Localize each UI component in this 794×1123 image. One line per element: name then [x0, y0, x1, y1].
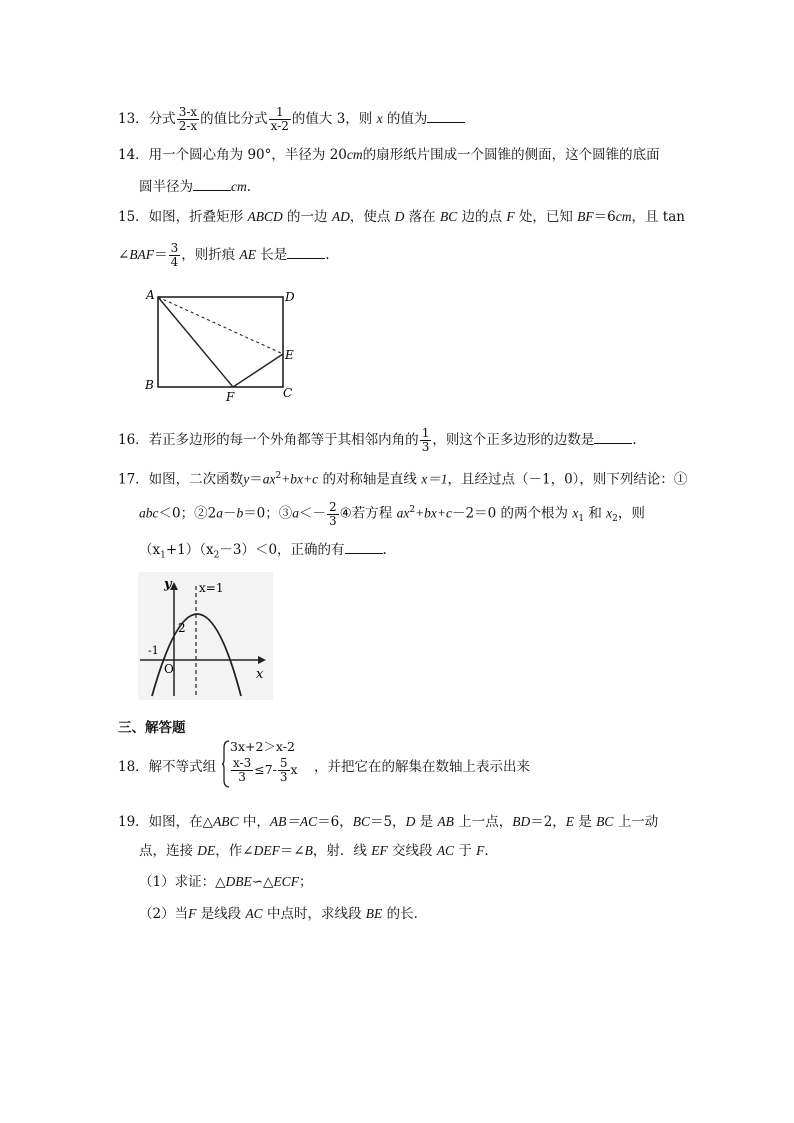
segment-fe — [233, 354, 283, 387]
denominator: 3 — [421, 440, 430, 454]
subscript-2: 2 — [213, 550, 220, 561]
system-brace-icon — [222, 740, 230, 788]
text: ，则折痕 — [181, 247, 236, 263]
label: F — [506, 209, 515, 224]
label: BE — [365, 906, 383, 921]
text: （x — [139, 542, 161, 558]
text: 落在 — [408, 209, 436, 225]
text: 是 — [419, 814, 434, 830]
unit: cm — [346, 147, 363, 162]
question-14-line1 — [118, 145, 660, 165]
text: ，使点 — [349, 209, 391, 225]
text: （1）求证：△ — [139, 874, 226, 890]
label: BD — [512, 814, 531, 829]
expression: +bx+c — [415, 505, 453, 521]
numerator: 1 — [421, 426, 430, 440]
variable: x — [376, 111, 383, 126]
label: BAF — [129, 247, 155, 262]
text: 16．若正多边形的每一个外角都等于其相邻内角的 — [118, 432, 419, 448]
question-16 — [118, 427, 637, 454]
y-intercept-label: 2 — [178, 621, 186, 635]
denominator: 3 — [238, 770, 246, 784]
variable: b — [236, 505, 244, 521]
variable: y — [243, 471, 250, 487]
variable: x — [606, 505, 613, 521]
text: 的值为 — [386, 111, 428, 127]
label: DBE — [225, 874, 252, 889]
inequality-2 — [230, 757, 298, 784]
text: （2）当 — [139, 906, 189, 922]
point-d-label: D — [285, 290, 295, 304]
text: ＝6， — [317, 814, 353, 830]
point-e-label: E — [285, 348, 294, 362]
fold-crease-ae — [158, 297, 283, 354]
question-18-tail — [314, 757, 530, 777]
fraction — [420, 427, 432, 454]
question-17-line1 — [118, 466, 687, 490]
numerator: 5 — [279, 756, 288, 770]
label: ABC — [213, 814, 239, 829]
label: F — [476, 843, 485, 858]
text: 的长． — [386, 906, 428, 922]
text: ＜0；②2 — [158, 505, 217, 522]
text: ，则 — [617, 505, 645, 522]
label: DE — [197, 843, 216, 858]
figure-15-rectangle — [140, 285, 310, 405]
numerator: 1 — [269, 106, 291, 120]
text: . — [632, 432, 637, 448]
text: 上一动 — [617, 814, 659, 830]
root-label: -1 — [148, 644, 159, 657]
x-axis-label: x — [256, 667, 264, 682]
label: AB＝AC — [269, 814, 318, 829]
point-a-label: A — [146, 288, 155, 302]
text: ，并把它在的解集在数轴上表示出来 — [314, 759, 530, 775]
answer-blank[interactable] — [427, 108, 465, 123]
subscript-1: 1 — [578, 514, 585, 525]
rectangle-abcd — [158, 297, 283, 387]
label: ABCD — [247, 209, 283, 224]
text: 处，已知 — [518, 209, 573, 225]
fraction — [231, 757, 253, 784]
question-18-lead — [118, 757, 216, 777]
text: ，作∠ — [215, 843, 254, 859]
section-heading: 三、解答题 — [118, 720, 186, 736]
text: 是线段 — [200, 906, 242, 922]
label: ECF — [273, 874, 299, 889]
question-19-part1 — [139, 872, 312, 892]
numerator: 2 — [329, 499, 337, 514]
question-19-part2 — [139, 904, 427, 924]
text: ＝0；③ — [243, 505, 293, 522]
text: x — [290, 762, 298, 777]
expression: x＝1 — [421, 471, 448, 487]
unit: cm — [615, 209, 632, 224]
symmetry-line-label: x=1 — [199, 581, 224, 595]
denominator: 3 — [329, 513, 337, 528]
text: 17．如图，二次函数 — [118, 471, 244, 488]
fraction — [269, 106, 291, 133]
text: ＝2， — [530, 814, 566, 830]
answer-blank[interactable] — [193, 176, 231, 191]
fraction — [169, 242, 181, 269]
label: D — [394, 209, 405, 224]
question-15-line2 — [118, 242, 330, 269]
text: ≤7- — [254, 762, 277, 777]
label: AD — [331, 209, 350, 224]
text: ，且 tan — [631, 209, 685, 225]
numerator: x-3 — [233, 756, 252, 770]
variable: a — [292, 505, 300, 521]
label: AC — [436, 843, 455, 858]
expression: ax — [396, 505, 410, 521]
text: 是 — [578, 814, 592, 830]
text: 的值大 3，则 — [291, 111, 373, 127]
text: . — [484, 843, 489, 859]
exponent: 2 — [409, 505, 416, 515]
label: AE — [239, 247, 256, 262]
subscript-1: 1 — [160, 550, 166, 561]
label: BC — [352, 814, 370, 829]
text: 的一边 — [287, 209, 328, 225]
text: 分式 — [148, 111, 176, 127]
text: 圆半径为 — [139, 179, 193, 195]
text: 18．解不等式组 — [118, 759, 217, 775]
text: 于 — [458, 843, 472, 859]
text: 中点时，求线段 — [267, 906, 362, 922]
label: D — [405, 814, 416, 829]
text: 边的点 — [461, 209, 503, 225]
expression: ax — [262, 471, 276, 487]
label: EF — [371, 843, 388, 858]
fraction — [177, 106, 199, 133]
denominator: 2-x — [178, 119, 198, 133]
text: ＜－ — [299, 505, 327, 522]
text: ∠ — [118, 247, 130, 263]
label: BF — [577, 209, 594, 224]
text: ＝ — [249, 471, 263, 488]
point-f-label: F — [226, 390, 235, 404]
text: ＝∠ — [279, 843, 305, 859]
expression: +bx+c — [281, 471, 319, 487]
text: ，射．线 — [312, 843, 367, 859]
text: 的值比分式 — [200, 111, 268, 127]
text: . — [325, 247, 330, 263]
text: ； — [298, 874, 313, 890]
text: 中， — [242, 814, 270, 830]
text: +1）（x — [165, 542, 214, 558]
point-b-label: B — [145, 378, 154, 392]
inequality-1: 3x+2＞x-2 — [230, 739, 295, 754]
answer-blank[interactable] — [287, 244, 325, 259]
text: 交线段 — [392, 843, 433, 859]
exponent: 2 — [275, 471, 282, 481]
text: ＝ — [154, 247, 168, 263]
question-17-line3 — [139, 539, 387, 566]
label: E — [565, 814, 575, 829]
fraction — [278, 757, 290, 784]
text: 长是 — [260, 247, 288, 263]
numerator: 3 — [170, 241, 179, 255]
text: 和 — [588, 505, 602, 522]
text: . — [382, 542, 387, 558]
question-17-line2 — [139, 500, 645, 529]
question-15-line1 — [118, 207, 685, 227]
text: 15．如图，折叠矩形 — [118, 209, 244, 225]
text: ，且经过点（－1，0），则下列结论：① — [447, 471, 688, 488]
text: 上一点， — [458, 814, 513, 830]
denominator: x-2 — [270, 119, 289, 133]
text: ，则这个正多边形的边数是 — [432, 432, 595, 448]
variable: a — [216, 505, 223, 521]
denominator: 3 — [279, 770, 288, 784]
expression: abc — [139, 505, 159, 521]
text: －3）＜0，正确的有 — [219, 542, 345, 558]
text: －2＝0 的两个根为 — [452, 505, 569, 522]
question-number: 13． — [118, 111, 149, 127]
text: 的扇形纸片围成一个圆锥的侧面，这个圆锥的底面 — [362, 147, 660, 163]
inequality-system — [230, 738, 298, 784]
text: . — [246, 179, 252, 195]
answer-blank[interactable] — [345, 539, 383, 554]
y-axis-label: y — [164, 577, 172, 592]
origin-label: O — [164, 662, 174, 676]
numerator: 3-x — [178, 105, 198, 119]
fraction — [327, 501, 339, 528]
point-c-label: C — [283, 386, 293, 400]
subscript-2: 2 — [612, 514, 618, 525]
text: 14．用一个圆心角为 90°，半径为 20 — [118, 147, 347, 163]
denominator: 4 — [170, 255, 179, 269]
label: AB — [437, 814, 454, 829]
question-19-line2 — [139, 841, 489, 861]
label: AC — [245, 906, 263, 921]
label: F — [188, 906, 197, 921]
segment-af — [158, 297, 233, 387]
label: DEF — [253, 843, 280, 858]
question-13 — [118, 106, 465, 133]
label: BC — [439, 209, 458, 224]
unit: cm — [231, 179, 247, 194]
text: ＝5， — [369, 814, 406, 830]
text: 的对称轴是直线 — [322, 471, 417, 488]
label: BC — [596, 814, 614, 829]
text: ∽△ — [251, 874, 274, 890]
text: 19．如图，在△ — [118, 814, 214, 830]
question-14-line2 — [139, 176, 251, 197]
text: ＝6 — [593, 209, 616, 225]
text: 点，连接 — [139, 843, 193, 859]
text: ④若方程 — [339, 505, 393, 522]
answer-blank[interactable] — [594, 429, 632, 444]
text: － — [222, 505, 237, 522]
variable: x — [572, 505, 579, 521]
figure-17-parabola — [138, 572, 273, 700]
question-19-line1 — [118, 812, 658, 832]
label: B — [304, 843, 313, 858]
